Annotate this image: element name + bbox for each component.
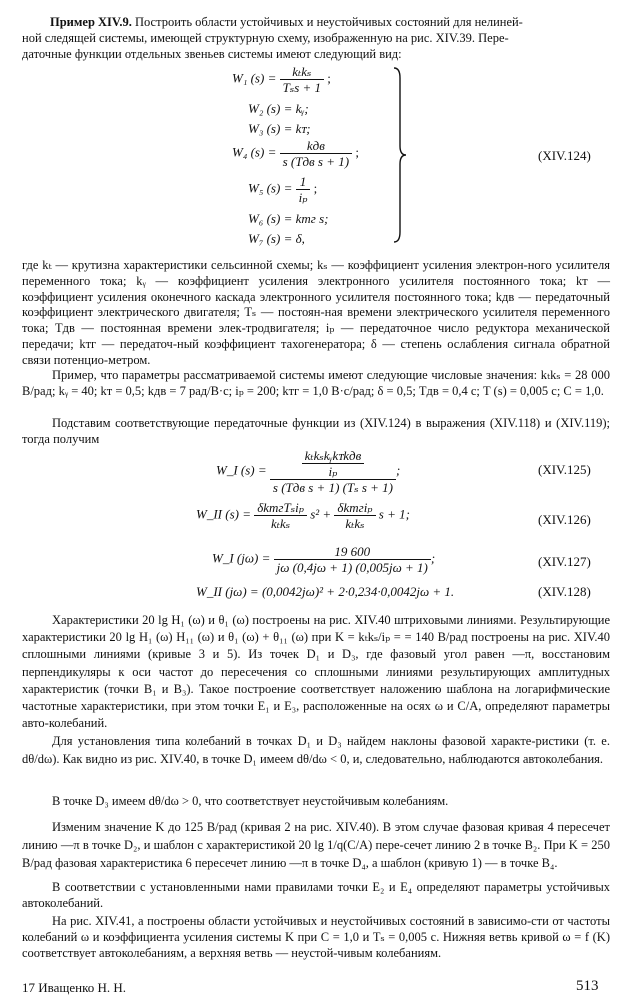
eq-w4: W₄ (s) = $\frac{\text{kдв}}{\text{s (Tдв s + 1)}}$ ; [232,138,359,169]
eq-number-127: (XIV.127) [538,554,591,569]
paragraph-rules: В соответствии с установленными нами правилами точки E₂ и E₄ определяют параметры устойчивых автоколебаний. [22,880,610,910]
eq-w2: W₂ (s) = kᵧ; [248,101,309,116]
paragraph-characteristics: Характеристики 20 lg H₁ (ω) и θ₁ (ω) построены на рис. XIV.40 штриховыми линиями. Результирующие характеристики 20 lg H₁ (ω) H₁₁ (ω) и θ₁ (ω) + θ₁₁ (ω) при K = kₜkₛ/iₚ = = 140 В/рад построены на рис. XIV.40 сплошными линиями (кривые 3 и 5). Из точек D₁ и D₃, где фазовый угол равен —π, восстановим перпендикуляры к оси частот до пересечения со сплошными линиями результирующих амплитудных характеристик (точки B₁ и B₃). Такое построение соответствует наложению шаблона на логарифмические частотные характеристики, при этом точки E₁ и E₃, расположенные на осях ω и C/A, определяют параметры авто-колебаний. [22,613,610,731]
intro-line-3: даточные функции отдельных звеньев системы имеют следующий вид: [22,47,402,61]
eq-w6: W₆ (s) = kтг s; [248,211,329,226]
paragraph-oscillation-type: Для установления типа колебаний в точках D₁ и D₃ найдем наклоны фазовой характе-ристики (т. е. dθ/dω). Как видно из рис. XIV.40, в точке D₁ имеем dθ/dω < 0, и, следовательно, наблюдаются автоколебания. [22,734,610,766]
example-heading-line [50,14,610,30]
paragraph-values: Пример, что параметры рассматриваемой системы имеют следующие числовые значения: kₜkₛ = 28 000 В/рад; kᵧ = 40; kᴛ = 0,5; kдв = 7 рад/В·с; iₚ = 200; kтг = 1,0 В·с/рад; δ = 0,5; Tдв = 0,4 с; T (s) = 0,005 с; C = 1,0. [22,368,610,398]
example-label: Пример XIV.9. [50,15,132,29]
paragraph-change-k: Изменим значение K до 125 В/рад (кривая 2 на рис. XIV.40). В этом случае фазовая кривая 4 пересечет линию —π в точке D₂, и шаблон с характеристикой 20 lg 1/q(C/A) пере-сечет линию 2 в точке B₂. При K = 250 В/рад фазовая характеристика 6 пересечет линию —π в точке D₄, а шаблон (кривую 1) — в точке B₄. [22,820,610,870]
footer-signature: 17 Иващенко Н. Н. [22,980,127,995]
example-text: Построить области устойчивых и неустойчивых состояний для нелиней- [131,15,523,29]
paragraph-definitions: где kₜ — крутизна характеристики сельсинной схемы; kₛ — коэффициент усиления электрон-ного усилителя переменного тока; kᵧ — коэффициент усиления электронного усилителя постоянного тока; kᴛ — коэффициент усиления оконечного каскада электронного усилителя постоянного тока; kдв — передаточный коэффициент электрического двигателя; Tₛ — постоян-ная времени электрического усилителя переменного тока; Tдв — постоянная времени элек-тродвигателя; iₚ — передаточное число редуктора механической передачи; kтг — передаточ-ный коэффициент тахогенератора; δ — степень ослабления сигнала обратной связи потенцио-метром. [22,258,610,367]
eq-128: W_II (jω) = (0,0042jω)² + 2·0,234·0,0042jω + 1. [196,584,455,599]
eq-w3: W₃ (s) = kᴛ; [248,121,311,136]
paragraph-point-d3: В точке D₃ имеем dθ/dω > 0, что соответствует неустойчивым колебаниям. [52,794,449,808]
eq-125: W_I (s) = $\frac{\frac{\text{kₜkₛkᵧkᴛkдв}}{\text{iₚ}}}{\text{s (Tдв s + 1) (Tₛ s + 1)}}$ ; [216,448,401,495]
eq-w5: W₅ (s) = $\frac{1}{\text{iₚ}}$ ; [248,174,318,205]
eq-number-128: (XIV.128) [538,584,591,599]
eq-number-125: (XIV.125) [538,462,591,477]
paragraph-substitute: Подставим соответствующие передаточные функции из (XIV.124) в выражения (XIV.118) и (XIV.119); тогда получим [22,416,610,446]
paragraph-regions: На рис. XIV.41, а построены области устойчивых и неустойчивых состояний в зависимо-сти от частоты колебаний ω и коэффициента усиления системы K при C = 1,0 и Tₛ = 0,005 с. Нижняя ветвь кривой ω = f (K) соответствует автоколебаниям, а верхняя ветвь — неустой-чивым колебаниям. [22,914,610,960]
page-number: 513 [576,978,599,994]
intro-line-2: ной следящей системы, имеющей структурную схему, изображенную на рис. XIV.39. Пере- [22,31,509,45]
eq-126: W_II (s) = $\frac{\text{δkтгTₛiₚ}}{\text{kₜkₛ}}$ s² + $\frac{\text{δkтгiₚ}}{\text{kₜkₛ}}$ s + 1; [196,500,410,531]
eq-w7: W₇ (s) = δ, [248,231,305,246]
eq-127: W_I (jω) = $\frac{19 600}{j\omega (0,4j\omega + 1) (0,005j\omega + 1)}$ ; [212,544,436,575]
right-brace [392,66,408,244]
eq-number-124: (XIV.124) [538,148,591,163]
eq-w1: W₁ (s) = $\frac{\text{kₜkₛ}}{\text{Tₛs + 1}}$ ; [232,64,331,95]
eq-number-126: (XIV.126) [538,512,591,527]
